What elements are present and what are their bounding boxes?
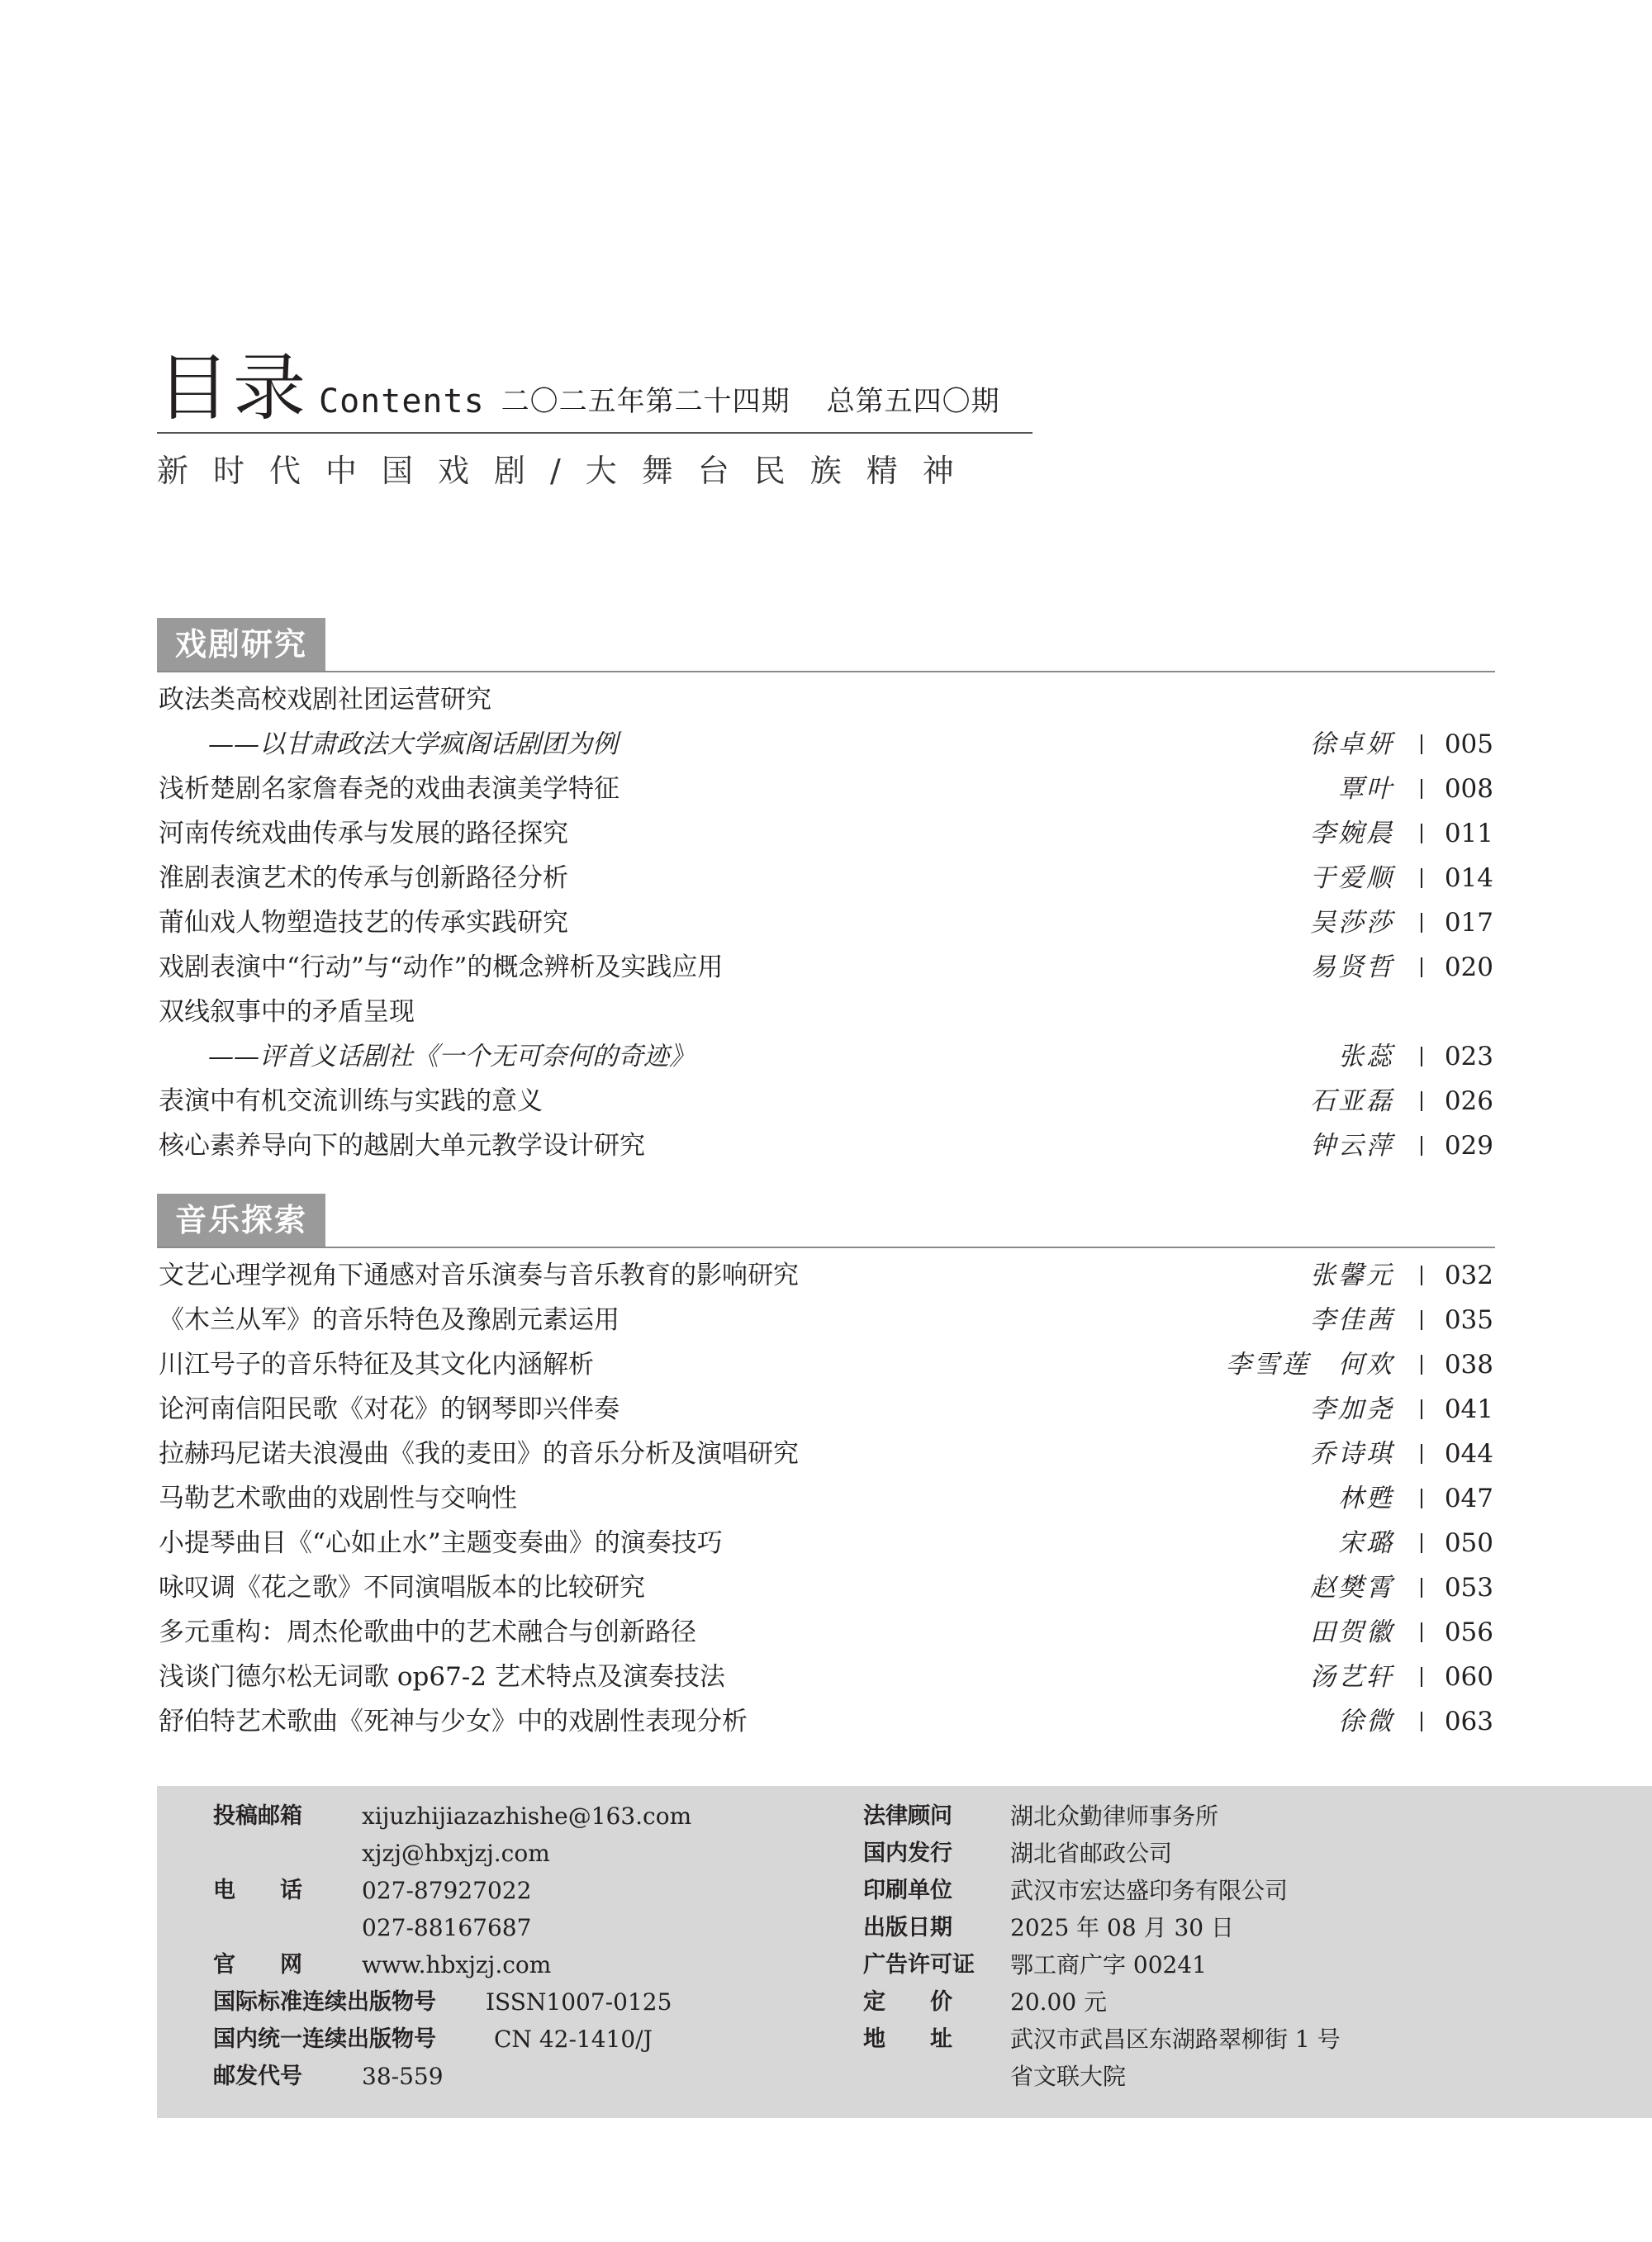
page-separator	[1421, 779, 1422, 799]
info-label: 广告许可证	[863, 1952, 975, 1978]
info-value: 武汉市武昌区东湖路翠柳街 1 号	[1010, 2026, 1341, 2053]
article-author: 徐微	[1338, 1707, 1394, 1736]
masthead	[157, 345, 1032, 491]
page-number: 041	[1444, 1394, 1493, 1424]
info-value: 省文联大院	[1010, 2063, 1127, 2090]
section-heading: 戏剧研究	[157, 618, 325, 671]
article-title: 双线叙事中的矛盾呈现	[159, 997, 415, 1027]
section-rule	[157, 671, 1495, 672]
page-separator	[1421, 913, 1422, 933]
toc-entry[interactable]	[157, 1565, 1495, 1610]
toc-entry[interactable]	[157, 722, 1495, 767]
article-author: 田贺徽	[1310, 1617, 1394, 1647]
info-value: 027-88167687	[362, 1914, 532, 1941]
article-author: 张馨元	[1310, 1261, 1394, 1290]
article-author: 李婉晨	[1310, 819, 1394, 848]
article-title: 拉赫玛尼诺夫浪漫曲《我的麦田》的音乐分析及演唱研究	[159, 1439, 799, 1469]
info-label: 定 价	[863, 1989, 952, 2015]
page-separator	[1421, 1355, 1422, 1375]
slogan: 新时代中国戏剧/大舞台民族精神	[157, 453, 979, 489]
toc-entry[interactable]	[157, 1476, 1495, 1521]
info-label: 国际标准连续出版物号	[213, 1989, 436, 2015]
article-author: 汤艺轩	[1310, 1662, 1394, 1692]
toc-list	[157, 1253, 1495, 1744]
page-number: 050	[1444, 1528, 1493, 1558]
article-title: 川江号子的音乐特征及其文化内涵解析	[159, 1350, 594, 1380]
page-separator	[1421, 1489, 1422, 1508]
page-separator	[1421, 1712, 1422, 1731]
info-label: 官 网	[213, 1952, 302, 1978]
page-separator	[1421, 734, 1422, 754]
info-label: 投稿邮箱	[213, 1803, 302, 1829]
toc-entry[interactable]	[157, 900, 1495, 945]
article-title: 论河南信阳民歌《对花》的钢琴即兴伴奏	[159, 1394, 620, 1424]
article-title: 河南传统戏曲传承与发展的路径探究	[159, 819, 568, 848]
section-header	[157, 618, 1495, 672]
info-value: 湖北众勤律师事务所	[1010, 1803, 1219, 1830]
article-title: 马勒艺术歌曲的戏剧性与交响性	[159, 1484, 517, 1513]
section-heading: 音乐探索	[157, 1194, 325, 1247]
section-header	[157, 1194, 1495, 1248]
page-number: 047	[1444, 1484, 1493, 1513]
toc-entry[interactable]	[157, 1699, 1495, 1744]
article-author: 于爱顺	[1310, 863, 1394, 893]
contents-title: 目录	[157, 345, 310, 430]
page-number: 011	[1444, 819, 1493, 848]
article-author: 赵樊霄	[1310, 1573, 1394, 1603]
info-value: 20.00 元	[1010, 1988, 1108, 2016]
page-number: 032	[1444, 1261, 1493, 1290]
article-title: 淮剧表演艺术的传承与创新路径分析	[159, 863, 568, 893]
toc-entry[interactable]	[157, 1079, 1495, 1123]
toc-entry[interactable]	[157, 1123, 1495, 1168]
article-author: 钟云萍	[1310, 1131, 1394, 1161]
article-author: 覃叶	[1338, 774, 1394, 804]
contents-english: Contents	[319, 382, 485, 420]
page-number: 035	[1444, 1305, 1493, 1335]
page-number: 029	[1444, 1131, 1493, 1161]
masthead-row	[157, 345, 1032, 430]
page-separator	[1421, 824, 1422, 843]
page-number: 038	[1444, 1350, 1493, 1380]
section-drama-research	[157, 618, 1495, 1168]
article-title: 政法类高校戏剧社团运营研究	[159, 685, 491, 715]
toc-entry[interactable]	[157, 945, 1495, 990]
toc-entry[interactable]	[157, 1298, 1495, 1342]
article-author: 石亚磊	[1310, 1086, 1394, 1116]
toc-list	[157, 677, 1495, 1168]
toc-entry[interactable]	[157, 1253, 1495, 1298]
page-separator	[1421, 957, 1422, 977]
info-value: www.hbxjzj.com	[362, 1951, 552, 1978]
article-title: 浅析楚剧名家詹春尧的戏曲表演美学特征	[159, 774, 620, 804]
toc-entry[interactable]	[157, 1521, 1495, 1565]
article-author: 林甦	[1338, 1484, 1394, 1513]
info-value: 湖北省邮政公司	[1010, 1840, 1173, 1867]
section-music-exploration	[157, 1194, 1495, 1744]
page-number: 053	[1444, 1573, 1493, 1603]
section-rule	[157, 1247, 1495, 1248]
info-label: 国内发行	[863, 1841, 952, 1866]
article-title: 戏剧表演中“行动”与“动作”的概念辨析及实践应用	[159, 952, 724, 982]
page-number: 020	[1444, 952, 1493, 982]
article-author: 张蕊	[1338, 1042, 1394, 1071]
page-number: 017	[1444, 908, 1493, 938]
info-label: 出版日期	[863, 1915, 952, 1940]
article-author: 李佳茜	[1310, 1305, 1394, 1335]
page-number: 008	[1444, 774, 1493, 804]
article-author: 乔诗琪	[1310, 1439, 1394, 1469]
article-author: 易贤哲	[1310, 952, 1394, 982]
info-label: 法律顾问	[863, 1803, 952, 1829]
page-number: 044	[1444, 1439, 1493, 1469]
article-author: 李雪莲 何欢	[1226, 1350, 1394, 1380]
page-separator	[1421, 1578, 1422, 1598]
page-separator	[1421, 1667, 1422, 1687]
article-title: 浅谈门德尔松无词歌 op67-2 艺术特点及演奏技法	[159, 1662, 725, 1692]
toc-entry[interactable]	[157, 1342, 1495, 1387]
toc-entry[interactable]	[157, 811, 1495, 856]
issue-number: 二〇二五年第二十四期	[501, 385, 790, 418]
page-separator	[1421, 1399, 1422, 1419]
masthead-rule	[157, 432, 1032, 434]
info-value: xijuzhijiazazhishe@163.com	[362, 1803, 692, 1830]
article-subtitle: ——评首义话剧社《一个无可奈何的奇迹》	[208, 1042, 695, 1071]
page-separator	[1421, 868, 1422, 888]
article-title: 多元重构：周杰伦歌曲中的艺术融合与创新路径	[159, 1617, 696, 1647]
page-number: 063	[1444, 1707, 1493, 1736]
article-title: 核心素养导向下的越剧大单元教学设计研究	[159, 1131, 645, 1161]
info-label: 邮发代号	[213, 2064, 302, 2089]
page-number: 060	[1444, 1662, 1493, 1692]
info-value: 2025 年 08 月 30 日	[1010, 1914, 1235, 1941]
info-label: 地 址	[863, 2026, 952, 2052]
page-separator	[1421, 1444, 1422, 1464]
page-number: 023	[1444, 1042, 1493, 1071]
page-separator	[1421, 1310, 1422, 1330]
info-label: 印刷单位	[863, 1878, 952, 1903]
article-title: 文艺心理学视角下通感对音乐演奏与音乐教育的影响研究	[159, 1261, 799, 1290]
info-value: ISSN1007-0125	[486, 1988, 672, 2016]
info-label: 国内统一连续出版物号	[213, 2026, 436, 2052]
info-value: 武汉市宏达盛印务有限公司	[1010, 1877, 1289, 1904]
info-label: 电 话	[213, 1878, 302, 1903]
page-separator	[1421, 1136, 1422, 1156]
info-value: 027-87927022	[362, 1877, 532, 1904]
publication-info	[157, 1786, 1652, 2118]
article-title: 莆仙戏人物塑造技艺的传承实践研究	[159, 908, 568, 938]
article-author: 宋璐	[1338, 1528, 1394, 1558]
article-author: 李加尧	[1310, 1394, 1394, 1424]
toc-entry[interactable]	[157, 1432, 1495, 1476]
page-separator	[1421, 1533, 1422, 1553]
article-author: 吴莎莎	[1310, 908, 1394, 938]
page-number: 026	[1444, 1086, 1493, 1116]
page-separator	[1421, 1047, 1422, 1066]
info-value: xjzj@hbxjzj.com	[362, 1840, 550, 1867]
page-separator	[1421, 1266, 1422, 1285]
info-value: CN 42-1410/J	[494, 2026, 653, 2053]
toc-entry[interactable]	[157, 1610, 1495, 1655]
toc-entry[interactable]	[157, 1034, 1495, 1079]
info-value: 38-559	[362, 2063, 444, 2090]
article-title: 小提琴曲目《“心如止水”主题变奏曲》的演奏技巧	[159, 1528, 723, 1558]
toc-entry[interactable]	[157, 1387, 1495, 1432]
article-title: 舒伯特艺术歌曲《死神与少女》中的戏剧性表现分析	[159, 1707, 748, 1736]
info-value: 鄂工商广字 00241	[1010, 1951, 1207, 1978]
toc-entry[interactable]	[157, 677, 1495, 722]
toc-entry[interactable]	[157, 856, 1495, 900]
toc-entry[interactable]	[157, 990, 1495, 1034]
article-title: 咏叹调《花之歌》不同演唱版本的比较研究	[159, 1573, 645, 1603]
article-subtitle: ——以甘肃政法大学疯阁话剧团为例	[208, 729, 618, 759]
article-title: 《木兰从军》的音乐特色及豫剧元素运用	[159, 1305, 620, 1335]
article-author: 徐卓妍	[1310, 729, 1394, 759]
page-number: 056	[1444, 1617, 1493, 1647]
article-title: 表演中有机交流训练与实践的意义	[159, 1086, 543, 1116]
toc-entry[interactable]	[157, 1655, 1495, 1699]
page-separator	[1421, 1091, 1422, 1111]
total-issue-number: 总第五四〇期	[826, 385, 1000, 418]
page-number: 014	[1444, 863, 1493, 893]
toc-entry[interactable]	[157, 767, 1495, 811]
page-number: 005	[1444, 729, 1493, 759]
page-separator	[1421, 1622, 1422, 1642]
